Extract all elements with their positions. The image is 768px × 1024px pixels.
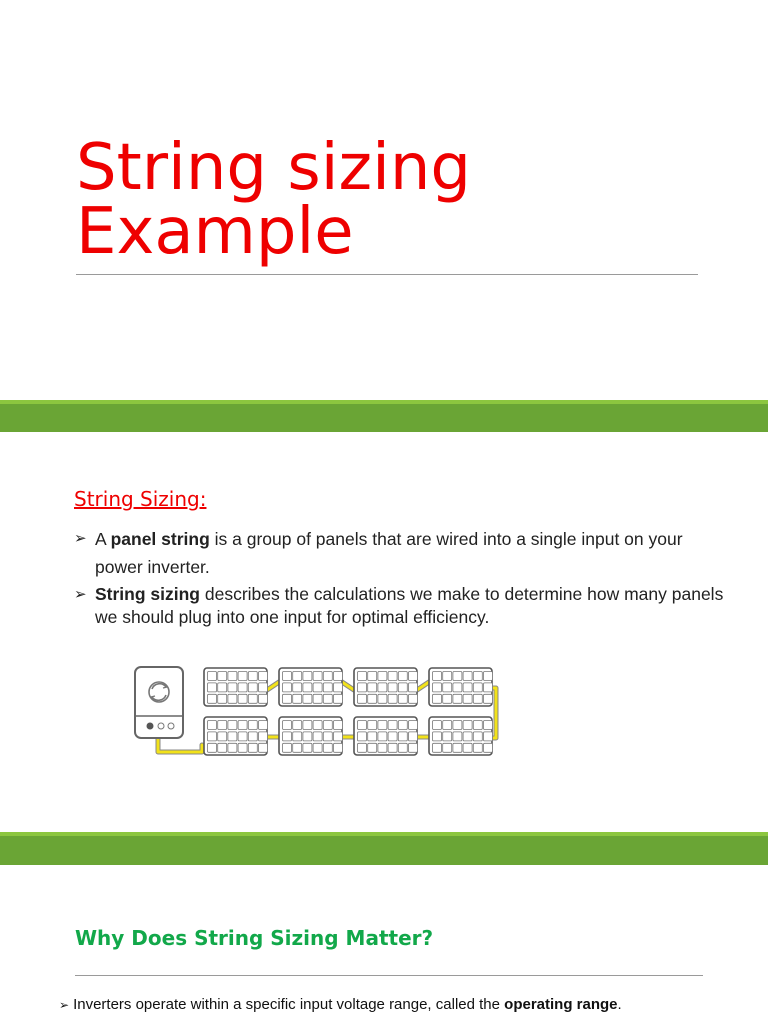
solar-panel <box>279 668 343 706</box>
bullet-string-sizing: ➢ String sizing describes the calculations we make to determine how many panels we should plug into one input for optimal efficiency. <box>74 584 724 627</box>
bold-term: String sizing <box>95 584 200 604</box>
solar-panel <box>204 717 268 755</box>
bullet-panel-string: ➢ A panel string is a group of panels that are wired into a single input on your power inverter. <box>74 525 724 581</box>
solar-panel <box>354 717 418 755</box>
solar-panel <box>279 717 343 755</box>
bullet-operating-range: ➢ Inverters operate within a specific input voltage range, called the operating range. <box>59 996 622 1013</box>
arrow-bullet-icon: ➢ <box>59 998 70 1012</box>
bold-term: operating range <box>504 996 618 1013</box>
why-heading: Why Does String Sizing Matter? <box>75 926 434 950</box>
inverter-sync-icon <box>135 667 183 738</box>
bold-term: panel string <box>110 529 210 549</box>
slide-separator <box>0 832 768 865</box>
title-line-1: String sizing <box>76 131 472 205</box>
arrow-bullet-icon: ➢ <box>74 586 87 603</box>
string-diagram <box>122 654 512 766</box>
definition-bullets <box>74 525 724 629</box>
arrow-bullet-icon: ➢ <box>74 530 87 547</box>
title-divider <box>76 274 698 275</box>
string-sizing-heading: String Sizing: <box>74 487 207 511</box>
solar-panel <box>354 668 418 706</box>
title-slide <box>0 0 768 400</box>
why-divider <box>75 975 703 976</box>
solar-panel <box>429 717 493 755</box>
solar-panel <box>204 668 268 706</box>
slide-separator <box>0 400 768 432</box>
solar-panel <box>429 668 493 706</box>
title-line-2: Example <box>76 195 354 269</box>
slide-title <box>76 131 472 269</box>
